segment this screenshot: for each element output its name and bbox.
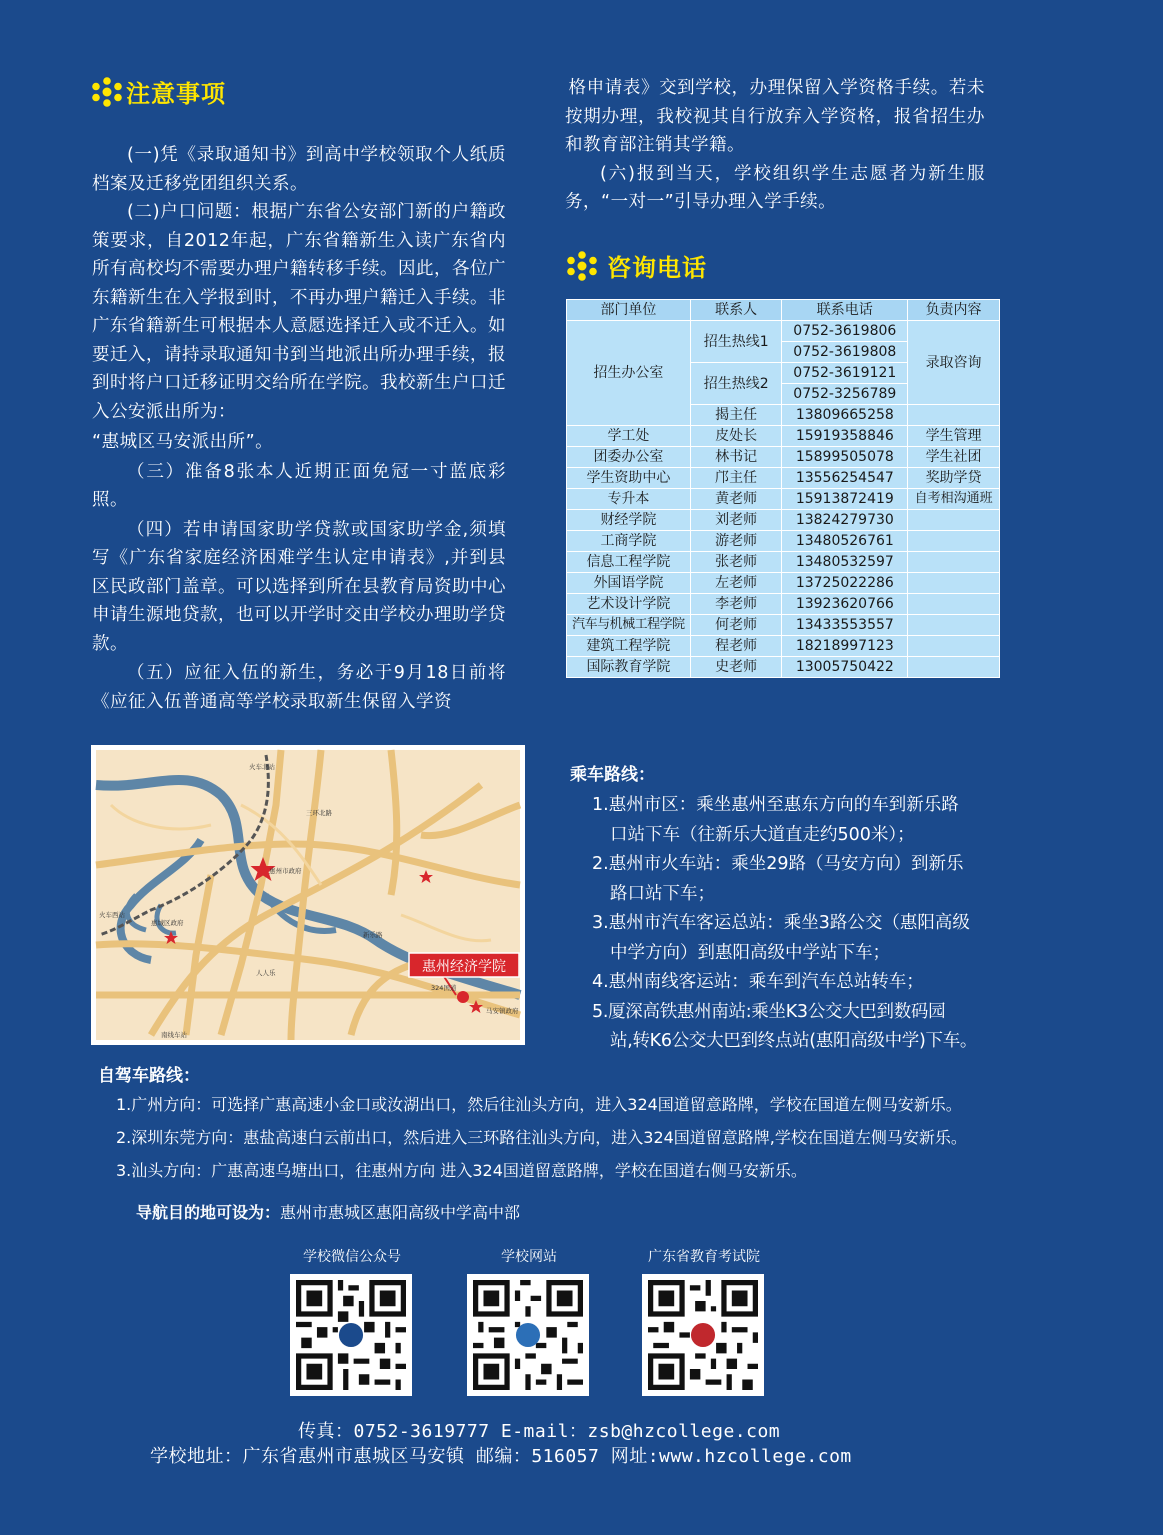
notice-heading	[90, 74, 226, 109]
phone-cell: 0752-3619806	[782, 321, 908, 342]
table-row	[567, 594, 1000, 615]
notice-item-1: (一)凭《录取通知书》到高中学校领取个人纸质档案及迁移党团组织关系。	[92, 145, 506, 194]
svg-text:火车北站: 火车北站	[249, 763, 275, 771]
svg-text:南线车站: 南线车站	[161, 1031, 187, 1039]
header-dept: 部门单位	[567, 300, 691, 321]
contact-cell: 程老师	[690, 636, 782, 657]
contact-cell: 林书记	[690, 447, 782, 468]
svg-text:惠州市政府: 惠州市政府	[269, 867, 302, 875]
duty-cell: 学生社团	[908, 447, 1000, 468]
phone-cell: 13556254547	[782, 468, 908, 489]
bus-route-item: 口站下车（往新乐大道直走约500米）；	[610, 824, 915, 845]
bus-route-item: 3.惠州市汽车客运总站：乘坐3路公交（惠阳高级	[592, 913, 970, 933]
phone-cell: 0752-3619808	[782, 342, 908, 363]
duty-cell	[908, 531, 1000, 552]
drive-routes	[116, 1088, 1116, 1187]
qr-wechat	[290, 1246, 414, 1396]
qr-website	[467, 1246, 591, 1396]
contact-cell: 李老师	[690, 594, 782, 615]
bus-route-item: 1.惠州市区：乘坐惠州至惠东方向的车到新乐路	[592, 795, 959, 815]
phone-cell: 13725022286	[782, 573, 908, 594]
admissions-dept: 招生办公室	[567, 321, 691, 426]
contact-cell: 黄老师	[690, 489, 782, 510]
contact-cell: 游老师	[690, 531, 782, 552]
duty-cell	[908, 573, 1000, 594]
map-drawing	[91, 745, 525, 1045]
svg-text:324国道: 324国道	[431, 984, 457, 992]
flower-icon	[90, 77, 124, 107]
dept-cell: 专升本	[567, 489, 691, 510]
contact-cell: 刘老师	[690, 510, 782, 531]
exam-qr-icon	[642, 1274, 764, 1396]
dept-cell: 汽车与机械工程学院	[567, 615, 691, 636]
phone-cell: 13005750422	[782, 657, 908, 678]
contact-cell: 张老师	[690, 552, 782, 573]
phone-cell: 15919358846	[782, 426, 908, 447]
phone-cell: 18218997123	[782, 636, 908, 657]
phone-cell: 13923620766	[782, 594, 908, 615]
nav-label: 导航目的地可设为：	[136, 1203, 281, 1222]
table-row	[567, 321, 1000, 342]
contact-cell: 揭主任	[690, 405, 782, 426]
svg-text:马安镇政府: 马安镇政府	[486, 1007, 519, 1015]
notice-item-4: （四）若申请国家助学贷款或国家助学金,须填写《广东省家庭经济困难学生认定申请表》,并到县区民政部门盖章。可以选择到所在县教育局资助中心申请生源地贷款，也可以开学时交由学校办理助学贷款。	[92, 519, 506, 654]
table-header-row	[567, 300, 1000, 321]
table-row	[567, 426, 1000, 447]
table-row	[567, 552, 1000, 573]
drive-title: 自驾车路线：	[98, 1066, 200, 1086]
duty-cell	[908, 615, 1000, 636]
dept-cell: 艺术设计学院	[567, 594, 691, 615]
contact-table	[566, 299, 1000, 678]
header-contact: 联系人	[690, 300, 782, 321]
table-row	[567, 510, 1000, 531]
table-row	[567, 489, 1000, 510]
notice-item-3: （三）准备8张本人近期正面免冠一寸蓝底彩照。	[92, 461, 506, 510]
qr-caption: 学校网站	[501, 1249, 557, 1265]
table-row	[567, 615, 1000, 636]
flower-icon	[565, 251, 599, 281]
drive-route-item: 1.广州方向：可选择广惠高速小金口或汝湖出口，然后往汕头方向，进入324国道留意路牌，学校在国道左侧马安新乐。	[116, 1095, 962, 1114]
notice-body	[92, 141, 506, 716]
dept-cell: 建筑工程学院	[567, 636, 691, 657]
footer-contact: 传真：0752-3619777 E-mail：zsb@hzcollege.com	[298, 1421, 781, 1442]
contact-cell: 左老师	[690, 573, 782, 594]
drive-route-item: 2.深圳东莞方向：惠盐高速白云前出口，然后进入三环路往汕头方向，进入324国道留意路牌,学校在国道左侧马安新乐。	[116, 1128, 967, 1147]
dept-cell: 学工处	[567, 426, 691, 447]
footer-address: 学校地址：广东省惠州市惠城区马安镇 邮编：516057 网址:www.hzcollege.com	[150, 1446, 852, 1467]
dept-cell: 信息工程学院	[567, 552, 691, 573]
nav-destination	[136, 1200, 520, 1223]
dept-cell: 外国语学院	[567, 573, 691, 594]
dept-cell: 团委办公室	[567, 447, 691, 468]
dept-cell: 工商学院	[567, 531, 691, 552]
phone-cell: 0752-3619121	[782, 363, 908, 384]
website-qr-icon	[467, 1274, 589, 1396]
duty-cell: 自考相沟通班	[908, 489, 1000, 510]
phone-cell: 13824279730	[782, 510, 908, 531]
duty-cell: 奖助学贷	[908, 468, 1000, 489]
header-duty: 负责内容	[908, 300, 1000, 321]
notice-item-2-end: “惠城区马安派出所”。	[92, 432, 274, 452]
duty-cell	[908, 405, 1000, 426]
nav-value: 惠州市惠城区惠阳高级中学高中部	[280, 1203, 521, 1222]
table-row	[567, 636, 1000, 657]
svg-text:新乐路: 新乐路	[363, 931, 383, 939]
notice-title: 注意事项	[126, 80, 226, 108]
table-row	[567, 531, 1000, 552]
notice-item-5: （五）应征入伍的新生，务必于9月18日前将《应征入伍普通高等学校录取新生保留入学资	[92, 663, 506, 712]
school-label: 惠州经济学院	[422, 959, 506, 975]
table-row	[567, 573, 1000, 594]
bus-route-item: 中学方向）到惠阳高级中学站下车；	[610, 942, 890, 963]
location-map	[91, 745, 525, 1045]
hotline-1: 招生热线1	[690, 321, 782, 363]
phone-cell: 13809665258	[782, 405, 908, 426]
duty-cell: 学生管理	[908, 426, 1000, 447]
qr-exam-authority	[642, 1246, 766, 1396]
phone-cell: 15913872419	[782, 489, 908, 510]
table-row	[567, 447, 1000, 468]
qr-caption: 广东省教育考试院	[648, 1249, 760, 1265]
phone-cell: 13480526761	[782, 531, 908, 552]
svg-text:三环北路: 三环北路	[306, 809, 332, 817]
hotline-2: 招生热线2	[690, 363, 782, 405]
consult-heading	[565, 248, 707, 283]
duty-cell	[908, 552, 1000, 573]
notice-item-5-cont: 格申请表》交到学校，办理保留入学资格手续。若未按期办理，我校视其自行放弃入学资格，报省招生办和教育部注销其学籍。	[565, 78, 985, 155]
notice-body-cont	[565, 74, 985, 217]
admissions-duty: 录取咨询	[908, 321, 1000, 405]
phone-cell: 13480532597	[782, 552, 908, 573]
dept-cell: 财经学院	[567, 510, 691, 531]
contact-cell: 何老师	[690, 615, 782, 636]
contact-cell: 皮处长	[690, 426, 782, 447]
notice-item-2: (二)户口问题：根据广东省公安部门新的户籍政策要求，自2012年起，广东省籍新生入读广东省内所有高校均不需要办理户籍转移手续。因此，各位广东籍新生在入学报到时，不再办理户籍迁入手续。非广东省籍新生可根据本人意愿选择迁入或不迁入。如要迁入，请持录取通知书到当地派出所办理手续，报到时将户口迁移证明交给所在学院。我校新生户口迁入公安派出所为：	[92, 202, 506, 422]
bus-route-item: 站,转K6公交大巴到终点站(惠阳高级中学)下车。	[610, 1031, 978, 1051]
bus-route-item: 5.厦深高铁惠州南站:乘坐K3公交大巴到数码园	[592, 1001, 946, 1022]
svg-text:火车西站: 火车西站	[99, 911, 125, 919]
svg-text:惠城区政府: 惠城区政府	[151, 919, 184, 927]
phone-cell: 15899505078	[782, 447, 908, 468]
duty-cell	[908, 636, 1000, 657]
contact-cell: 史老师	[690, 657, 782, 678]
wechat-qr-icon	[290, 1274, 412, 1396]
bus-route-item: 4.惠州南线客运站：乘车到汽车总站转车；	[592, 972, 924, 992]
contact-cell: 邝主任	[690, 468, 782, 489]
bus-route-item: 2.惠州市火车站：乘坐29路（马安方向）到新乐	[592, 854, 964, 874]
table-row	[567, 657, 1000, 678]
phone-cell: 13433553557	[782, 615, 908, 636]
header-phone: 联系电话	[782, 300, 908, 321]
duty-cell	[908, 657, 1000, 678]
duty-cell	[908, 510, 1000, 531]
qr-caption: 学校微信公众号	[303, 1249, 401, 1265]
bus-route-item: 路口站下车；	[610, 883, 715, 904]
drive-route-item: 3.汕头方向：广惠高速乌塘出口，往惠州方向 进入324国道留意路牌，学校在国道右侧马安新乐。	[116, 1161, 807, 1180]
notice-item-6: (六)报到当天，学校组织学生志愿者为新生服务，“一对一”引导办理入学手续。	[565, 163, 985, 212]
phone-cell: 0752-3256789	[782, 384, 908, 405]
duty-cell	[908, 594, 1000, 615]
svg-text:人人乐: 人人乐	[256, 969, 276, 977]
table-row	[567, 468, 1000, 489]
dept-cell: 学生资助中心	[567, 468, 691, 489]
bus-title: 乘车路线：	[570, 765, 655, 785]
consult-title: 咨询电话	[607, 254, 707, 282]
bus-routes	[570, 760, 1040, 1057]
dept-cell: 国际教育学院	[567, 657, 691, 678]
